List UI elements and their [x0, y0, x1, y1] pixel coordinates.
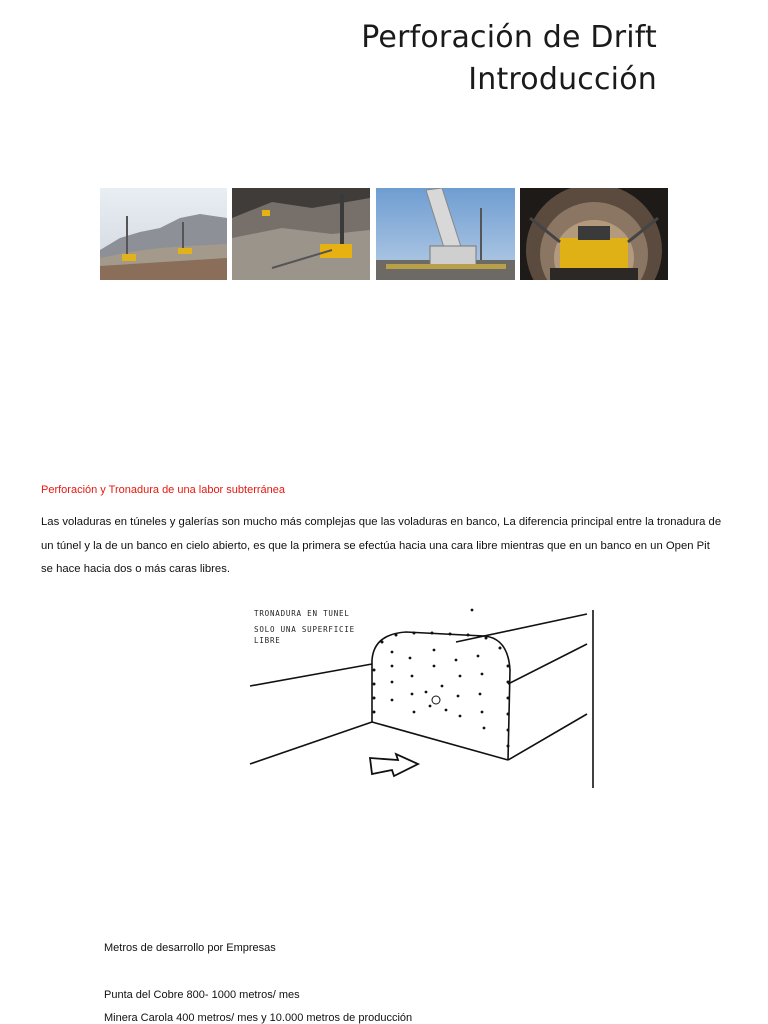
drill-rig-on-gravel-photo — [232, 188, 370, 280]
list-item: Punta del Cobre 800- 1000 metros/ mes — [104, 989, 300, 1001]
paragraph-line: Las voladuras en túneles y galerías son mucho más complejas que las voladuras en banco, La diferencia principal entre la tronadura de — [41, 516, 722, 528]
diagram-label: LIBRE — [254, 636, 281, 645]
photo-strip — [100, 188, 668, 280]
tunnel-jumbo-photo — [520, 188, 668, 280]
list-item: Minera Carola 400 metros/ mes y 10.000 metros de producción — [104, 1012, 413, 1024]
section-heading: Perforación y Tronadura de una labor subterránea — [41, 484, 285, 496]
paragraph-line: se hace hacia dos o más caras libres. — [41, 563, 231, 575]
page-title: Perforación de Drift — [361, 20, 657, 55]
surface-drill-rigs-photo — [100, 188, 227, 280]
page-subtitle: Introducción — [468, 62, 657, 97]
paragraph-line: un túnel y la de un banco en cielo abierto, es que la primera se efectúa hacia una cara libre mientras que en un banco en un Open Pit — [41, 540, 710, 552]
tilted-drill-mast-photo — [376, 188, 515, 280]
diagram-label: TRONADURA EN TUNEL — [254, 609, 350, 618]
diagram-label: SOLO UNA SUPERFICIE — [254, 625, 355, 634]
list-heading: Metros de desarrollo por Empresas — [104, 942, 276, 954]
